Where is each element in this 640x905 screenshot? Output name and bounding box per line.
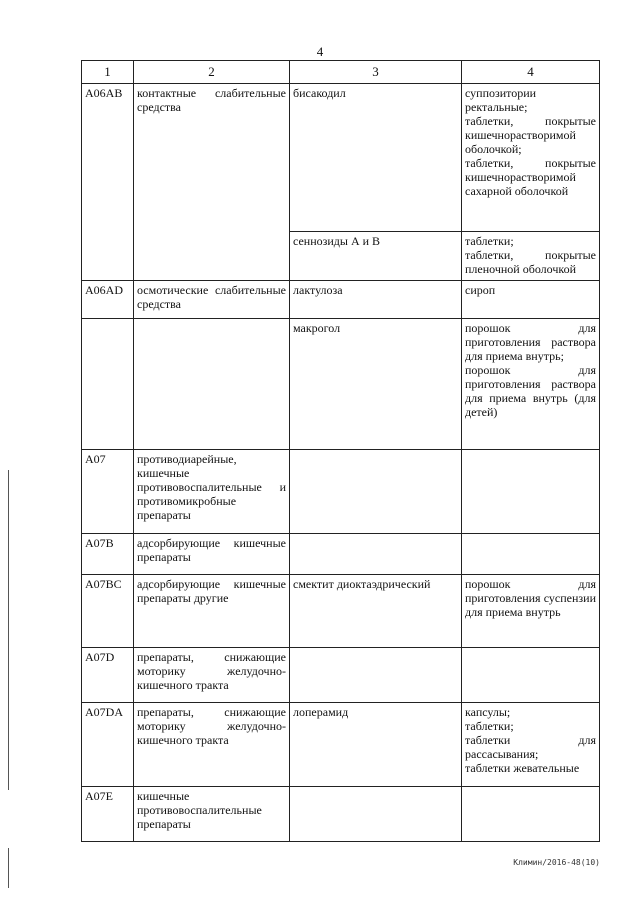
forms-cell: таблетки; таблетки, покрытые пленочной оболочкой <box>462 232 600 281</box>
table-row <box>82 534 600 575</box>
drug-cell: макрогол <box>290 319 462 450</box>
col-header-4: 4 <box>462 61 600 84</box>
forms-cell: сироп <box>462 281 600 319</box>
forms-cell <box>462 450 600 534</box>
table-row <box>82 575 600 648</box>
table-row <box>82 450 600 534</box>
drug-cell: бисакодил <box>290 84 462 232</box>
forms-cell: порошок для приготовления раствора для приема внутрь; порошок для приготовления раствора для приема внутрь (для детей) <box>462 319 600 450</box>
atc-code-cell: A07 <box>82 450 134 534</box>
atc-code-cell <box>82 319 134 450</box>
group-cell: препараты, снижающие моторику желудочно-кишечного тракта <box>134 648 290 703</box>
table-row <box>82 319 600 450</box>
drug-cell <box>290 450 462 534</box>
group-cell <box>134 319 290 450</box>
group-cell: адсорбирующие кишечные препараты другие <box>134 575 290 648</box>
document-reference: Климин/2016-48(10) <box>513 858 600 867</box>
drug-cell: лактулоза <box>290 281 462 319</box>
scan-artifact-line <box>8 470 9 790</box>
forms-cell <box>462 787 600 842</box>
atc-code-cell: A06AB <box>82 84 134 281</box>
table-row <box>82 84 600 232</box>
drug-table <box>81 60 600 842</box>
atc-code-cell: A07BC <box>82 575 134 648</box>
col-header-3: 3 <box>290 61 462 84</box>
table-row <box>82 703 600 787</box>
drug-cell <box>290 648 462 703</box>
forms-cell <box>462 534 600 575</box>
scan-artifact-line <box>8 848 9 888</box>
forms-cell: капсулы; таблетки; таблетки для рассасывания; таблетки жевательные <box>462 703 600 787</box>
col-header-2: 2 <box>134 61 290 84</box>
drug-cell: лоперамид <box>290 703 462 787</box>
forms-cell <box>462 648 600 703</box>
drug-cell <box>290 787 462 842</box>
drug-cell: сеннозиды А и В <box>290 232 462 281</box>
group-cell: адсорбирующие кишечные препараты <box>134 534 290 575</box>
group-cell: препараты, снижающие моторику желудочно-кишечного тракта <box>134 703 290 787</box>
table-row <box>82 281 600 319</box>
table-row <box>82 648 600 703</box>
drug-cell: смектит диоктаэдрический <box>290 575 462 648</box>
atc-code-cell: A07B <box>82 534 134 575</box>
drug-cell <box>290 534 462 575</box>
group-cell: противодиарейные, кишечные противовоспалительные и противомикробные препараты <box>134 450 290 534</box>
atc-code-cell: A06AD <box>82 281 134 319</box>
group-cell: кишечные противовоспалительные препараты <box>134 787 290 842</box>
forms-cell: порошок для приготовления суспензии для приема внутрь <box>462 575 600 648</box>
col-header-1: 1 <box>82 61 134 84</box>
atc-code-cell: A07D <box>82 648 134 703</box>
group-cell: контактные слабительные средства <box>134 84 290 281</box>
table-row <box>82 787 600 842</box>
atc-code-cell: A07DA <box>82 703 134 787</box>
page-number: 4 <box>316 44 324 59</box>
group-cell: осмотические слабительные средства <box>134 281 290 319</box>
forms-cell: суппозитории ректальные; таблетки, покрытые кишечнорастворимой оболочкой; таблетки, покрытые кишечнорастворимой сахарной оболочкой <box>462 84 600 232</box>
header-row <box>82 61 600 84</box>
atc-code-cell: A07E <box>82 787 134 842</box>
